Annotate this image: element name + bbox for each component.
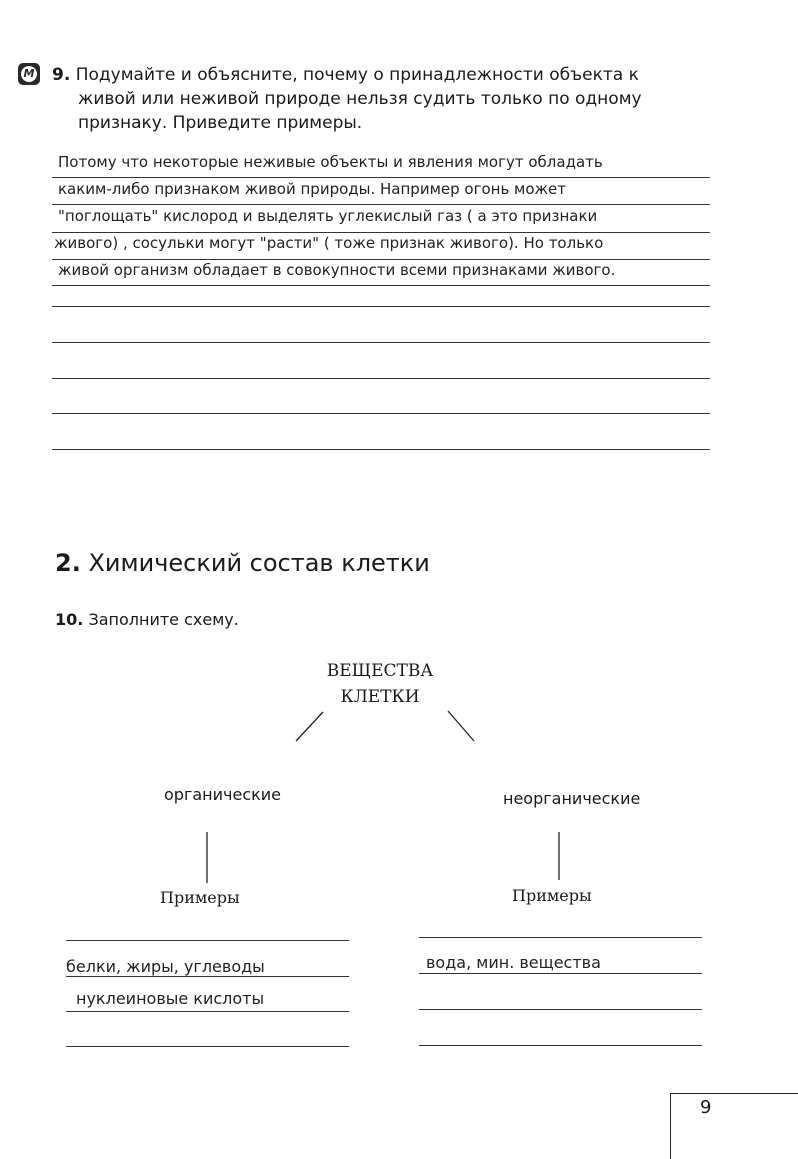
writing-line	[419, 1009, 702, 1010]
answer-line-3: "поглощать" кислород и выделять углекислый газ ( а это признаки	[58, 207, 598, 225]
writing-line	[66, 940, 349, 941]
task-number: 10.	[55, 610, 84, 629]
writing-line	[419, 1045, 702, 1046]
answer-line-4: живого) , сосульки могут "расти" ( тоже признак живого). Но только	[54, 234, 604, 252]
writing-line	[66, 976, 349, 977]
inorganic-examples-label: Примеры	[512, 886, 592, 905]
organic-label: органические	[164, 785, 282, 804]
question-text: Подумайте и объясните, почему о принадлежности объекта к	[75, 65, 639, 85]
page-number-box	[670, 1093, 798, 1159]
writing-line	[419, 973, 702, 974]
section-number: 2.	[55, 549, 81, 577]
connector-right	[448, 711, 474, 741]
organic-examples-label: Примеры	[160, 888, 240, 907]
writing-line	[419, 937, 702, 938]
organic-answer-1: белки, жиры, углеводы	[66, 957, 265, 976]
question-number: 9.	[52, 65, 71, 85]
answer-line-2: каким-либо признаком живой природы. Например огонь может	[58, 180, 567, 198]
section-title-text: Химический состав клетки	[88, 549, 430, 577]
organic-answer-2: нуклеиновые кислоты	[76, 989, 265, 1008]
scheme-root-line-1: ВЕЩЕСТВА	[326, 661, 434, 681]
inorganic-answer-1: вода, мин. вещества	[426, 953, 601, 972]
writing-line	[66, 1011, 349, 1012]
writing-line	[66, 1046, 349, 1047]
question-9-line-2: живой или неживой природе нельзя судить только по одному	[78, 89, 642, 109]
connector-left	[296, 712, 323, 741]
question-9-line-3: признаку. Приведите примеры.	[78, 113, 363, 133]
answer-line-5: живой организм обладает в совокупности всеми признаками живого.	[58, 261, 616, 279]
inorganic-label: неорганические	[503, 789, 641, 808]
answer-line-1: Потому что некоторые неживые объекты и явления могут обладать	[58, 153, 603, 171]
page-number: 9	[700, 1097, 712, 1118]
scheme-root-line-2: КЛЕТКИ	[340, 687, 420, 707]
method-badge-icon: М	[18, 63, 40, 85]
task-text: Заполните схему.	[88, 610, 239, 629]
